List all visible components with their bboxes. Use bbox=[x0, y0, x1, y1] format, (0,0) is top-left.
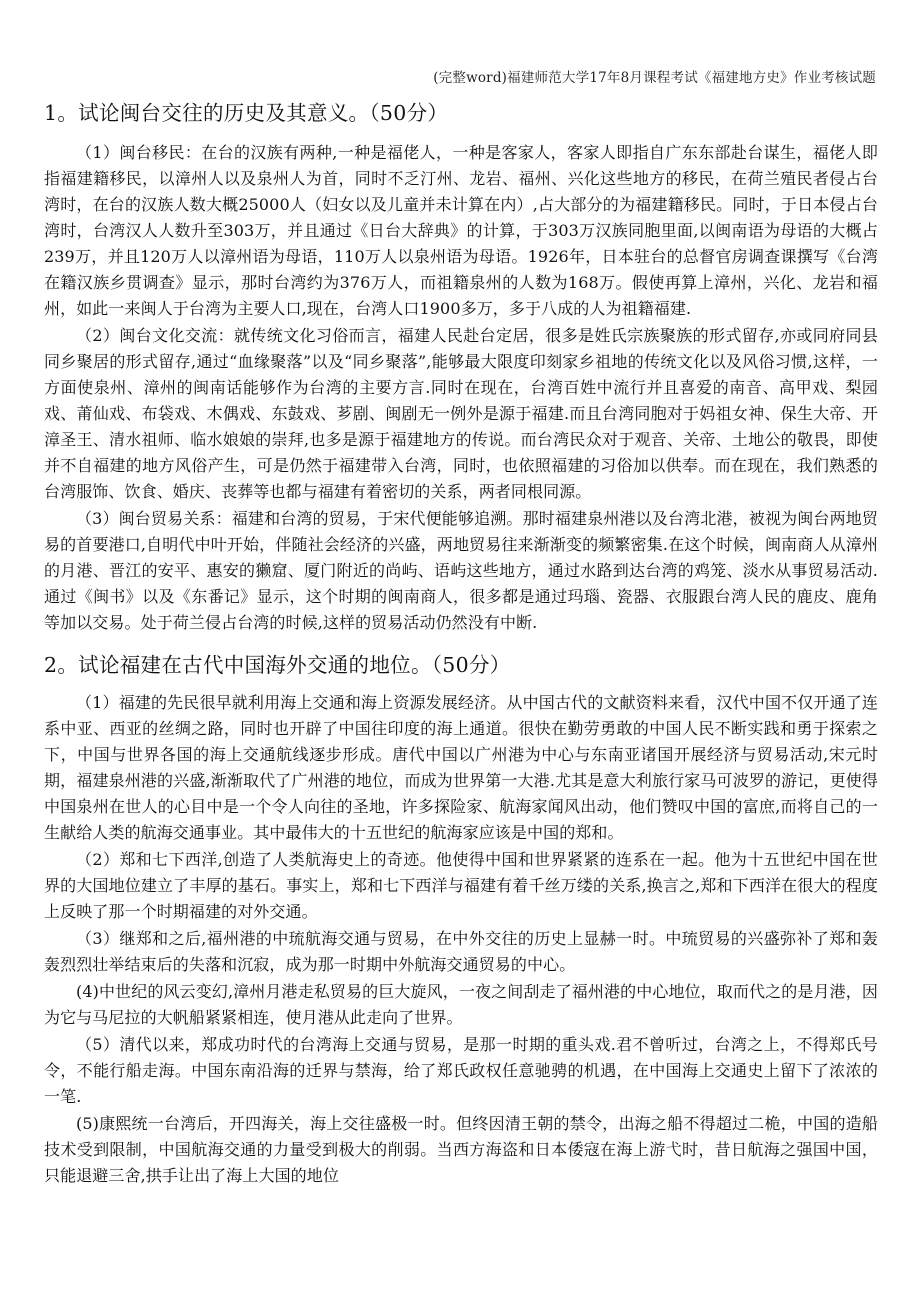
question-1-paragraph-2: （2）闽台文化交流：就传统文化习俗而言，福建人民赴台定居，很多是姓氏宗族聚族的形式留存,亦或同府同县同乡聚居的形式留存,通过“血缘聚落”以及“同乡聚落”,能够最大限度印刻家乡祖地的传统文化以及风俗习惯,这样，一方面使泉州、漳州的闽南话能够作为台湾的主要方言.同时在现在，台湾百姓中流行并且喜爱的南音、高甲戏、梨园戏、莆仙戏、布袋戏、木偶戏、东鼓戏、芗剧、闽剧无一例外是源于福建.而且台湾同胞对于妈祖女神、保生大帝、开漳圣王、清水祖师、临水娘娘的崇拜,也多是源于福建地方的传说。而台湾民众对于观音、关帝、土地公的敬畏，即使并不自福建的地方风俗产生，可是仍然于福建带入台湾，同时，也依照福建的习俗加以供奉。而在现在，我们熟悉的台湾服饰、饮食、婚庆、丧葬等也都与福建有着密切的关系，两者同根同源。 bbox=[44, 326, 878, 501]
question-2-title: 2。试论福建在古代中国海外交通的地位。（50分） bbox=[44, 653, 511, 677]
question-2-paragraph-6: (5)康熙统一台湾后，开四海关，海上交往盛极一时。但终因清王朝的禁令，出海之船不得超过二桅，中国的造船技术受到限制，中国航海交通的力量受到极大的削弱。当西方海盗和日本倭寇在海上游弋时，昔日航海之强国中国，只能退避三舍,拱手让出了海上大国的地位 bbox=[44, 1114, 878, 1185]
question-2-paragraph-1: （1）福建的先民很早就利用海上交通和海上资源发展经济。从中国古代的文献资料来看，汉代中国不仅开通了连系中亚、西亚的丝绸之路，同时也开辟了中国往印度的海上通道。很快在勤劳勇敢的中国人民不断实践和勇于探索之下，中国与世界各国的海上交通航线逐步形成。唐代中国以广州港为中心与东南亚诸国开展经济与贸易活动,宋元时期，福建泉州港的兴盛,渐渐取代了广州港的地位，而成为世界第一大港.尤其是意大利旅行家马可波罗的游记，更使得中国泉州在世人的心目中是一个令人向往的圣地，许多探险家、航海家闻风出动，他们赞叹中国的富庶,而将自己的一生献给人类的航海交通事业。其中最伟大的十五世纪的航海家应该是中国的郑和。 bbox=[44, 693, 878, 842]
question-1-paragraph-3: （3）闽台贸易关系：福建和台湾的贸易，于宋代便能够追溯。那时福建泉州港以及台湾北港，被视为闽台两地贸易的首要港口,自明代中叶开始，伴随社会经济的兴盛，两地贸易往来渐渐变的频繁密集.在这个时候，闽南商人从漳州的月港、晋江的安平、惠安的獭窟、厦门附近的尚屿、语屿这些地方，通过水路到达台湾的鸡笼、淡水从事贸易活动.通过《闽书》以及《东番记》显示，这个时期的闽南商人，很多都是通过玛瑙、瓷器、衣服跟台湾人民的鹿皮、鹿角等加以交易。处于荷兰侵占台湾的时候,这样的贸易活动仍然没有中断. bbox=[44, 509, 878, 632]
question-2-paragraph-3: （3）继郑和之后,福州港的中琉航海交通与贸易，在中外交往的历史上显赫一时。中琉贸易的兴盛弥补了郑和轰轰烈烈壮举结束后的失落和沉寂，成为那一时期中外航海交通贸易的中心。 bbox=[44, 929, 878, 974]
question-2-paragraph-2: （2）郑和七下西洋,创造了人类航海史上的奇迹。他使得中国和世界紧紧的连系在一起。他为十五世纪中国在世界的大国地位建立了丰厚的基石。事实上，郑和七下西洋与福建有着千丝万缕的关系,换言之,郑和下西洋在很大的程度上反映了那一个时期福建的对外交通。 bbox=[44, 850, 878, 921]
question-2-paragraph-5: （5）清代以来，郑成功时代的台湾海上交通与贸易，是那一时期的重头戏.君不曾听过，台湾之上，不得郑氏号令，不能行船走海。中国东南沿海的迁界与禁海，给了郑氏政权任意驰骋的机遇，在中国海上交通史上留下了浓浓的一笔. bbox=[44, 1035, 878, 1106]
question-1-paragraph-1: （1）闽台移民：在台的汉族有两种,一种是福佬人，一种是客家人，客家人即指自广东东部赴台谋生，福佬人即指福建籍移民，以漳州人以及泉州人为首，同时不乏汀州、龙岩、福州、兴化这些地方的移民，在荷兰殖民者侵占台湾时，在台的汉族人数大概25000人（妇女以及儿童并未计算在内）,占大部分的为福建籍移民。同时，于日本侵占台湾时，台湾汉人人数升至303万，并且通过《日台大辞典》的计算，于303万汉族同胞里面,以闽南语为母语的大概占239万，并且120万人以漳州语为母语，110万人以泉州语为母语。1926年，日本驻台的总督官房调查课撰写《台湾在籍汉族乡贯调查》显示，那时台湾约为376万人，而祖籍泉州的人数为168万。假使再算上漳州，兴化、龙岩和福州，如此一来闽人于台湾为主要人口,现在，台湾人口1900多万，多于八成的人为祖籍福建. bbox=[44, 143, 878, 318]
question-1-title: 1。试论闽台交往的历史及其意义。（50分） bbox=[44, 101, 449, 125]
document-body bbox=[44, 96, 878, 1189]
question-2-paragraph-4: (4)中世纪的风云变幻,漳州月港走私贸易的巨大旋风，一夜之间刮走了福州港的中心地位，取而代之的是月港，因为它与马尼拉的大帆船紧紧相连，使月港从此走向了世界。 bbox=[44, 982, 878, 1027]
page-header: (完整word)福建师范大学17年8月课程考试《福建地方史》作业考核试题 bbox=[433, 70, 876, 86]
